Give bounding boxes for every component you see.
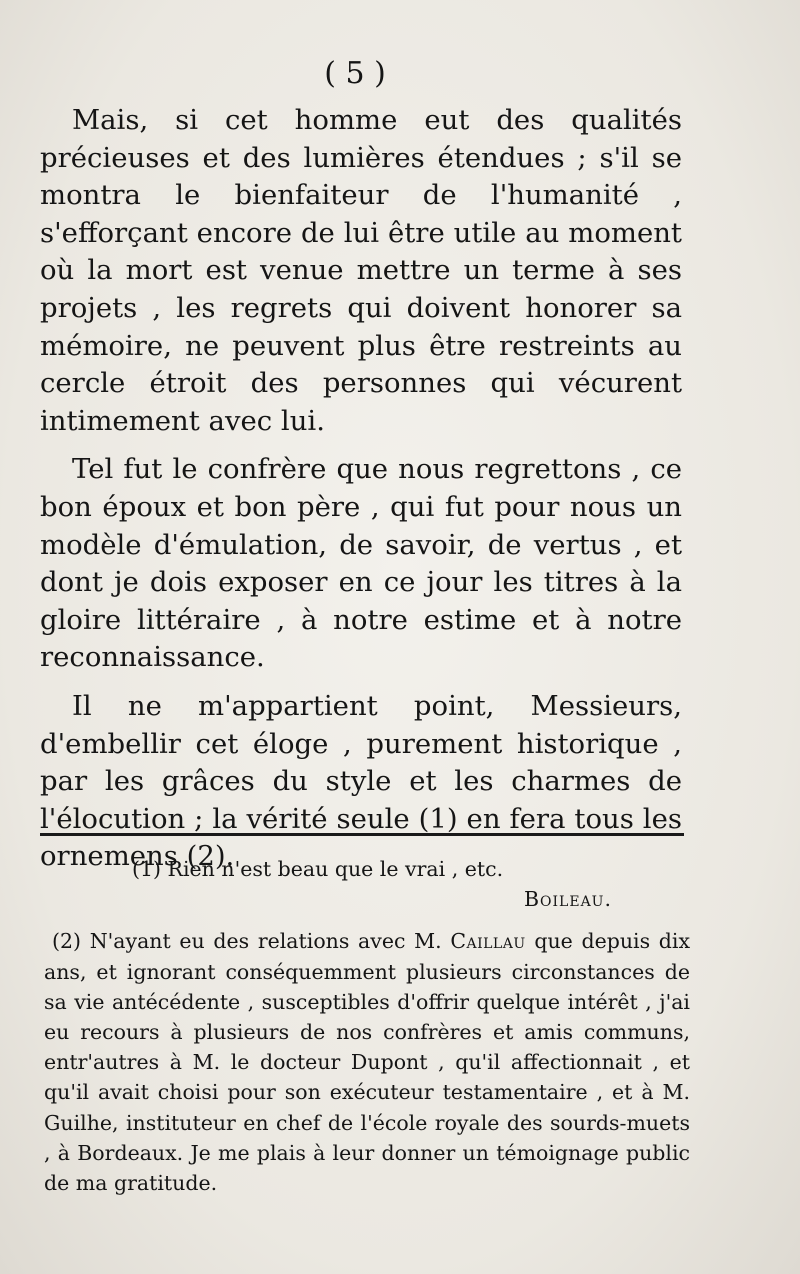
footnote-2 <box>44 926 690 1198</box>
footnote-2-name: Caillau <box>450 929 526 954</box>
paragraph-1: Mais, si cet homme eut des qualités précieuses et des lumières étendues ; s'il se montra le bienfaiteur de l'humanité , s'efforçant encore de lui être utile au moment où la mort est venue mettre un terme à ses projets , les regrets qui doivent honorer sa mémoire, ne peuvent plus être restreints au cercle étroit des personnes qui vécurent intimement avec lui. <box>40 104 682 437</box>
footnote-2-after-name: que depuis dix ans, et ignorant conséquemment plusieurs circonstances de sa vie antécédente , susceptibles d'offrir quelque intérêt , j'ai eu recours à plusieurs de nos confrères et amis communs, entr'autres à M. le docteur Dupont , qu'il affectionnait , et qu'il avait choisi pour son exécuteur testamentaire , et à M. Guilhe, instituteur en chef de l'école royale des sourds-muets , à Bordeaux. Je me plais à leur donner un témoignage public de ma gratitude. <box>44 929 691 1196</box>
paragraph-2: Tel fut le confrère que nous regrettons , ce bon époux et bon père , qui fut pour nous un modèle d'émulation, de savoir, de vertus , et dont je dois exposer en ce jour les titres à la gloire littéraire , à notre estime et à notre reconnaissance. <box>40 453 682 674</box>
footnote-separator <box>40 833 684 836</box>
footnote-1: (1) Rien n'est beau que le vrai , etc. <box>132 857 504 881</box>
paragraph-3: Il ne m'appartient point, Messieurs, d'embellir cet éloge , purement historique , par les grâces du style et les charmes de l'élocution ; la vérité seule (1) en fera tous les ornemens (2). <box>40 689 682 873</box>
footnote-2-before-name: (2) N'ayant eu des relations avec M. <box>52 929 442 954</box>
footnote-1-attribution: Boileau. <box>523 887 612 912</box>
page-number: ( 5 ) <box>324 56 386 91</box>
main-text <box>40 102 682 887</box>
footnotes <box>44 854 690 1198</box>
